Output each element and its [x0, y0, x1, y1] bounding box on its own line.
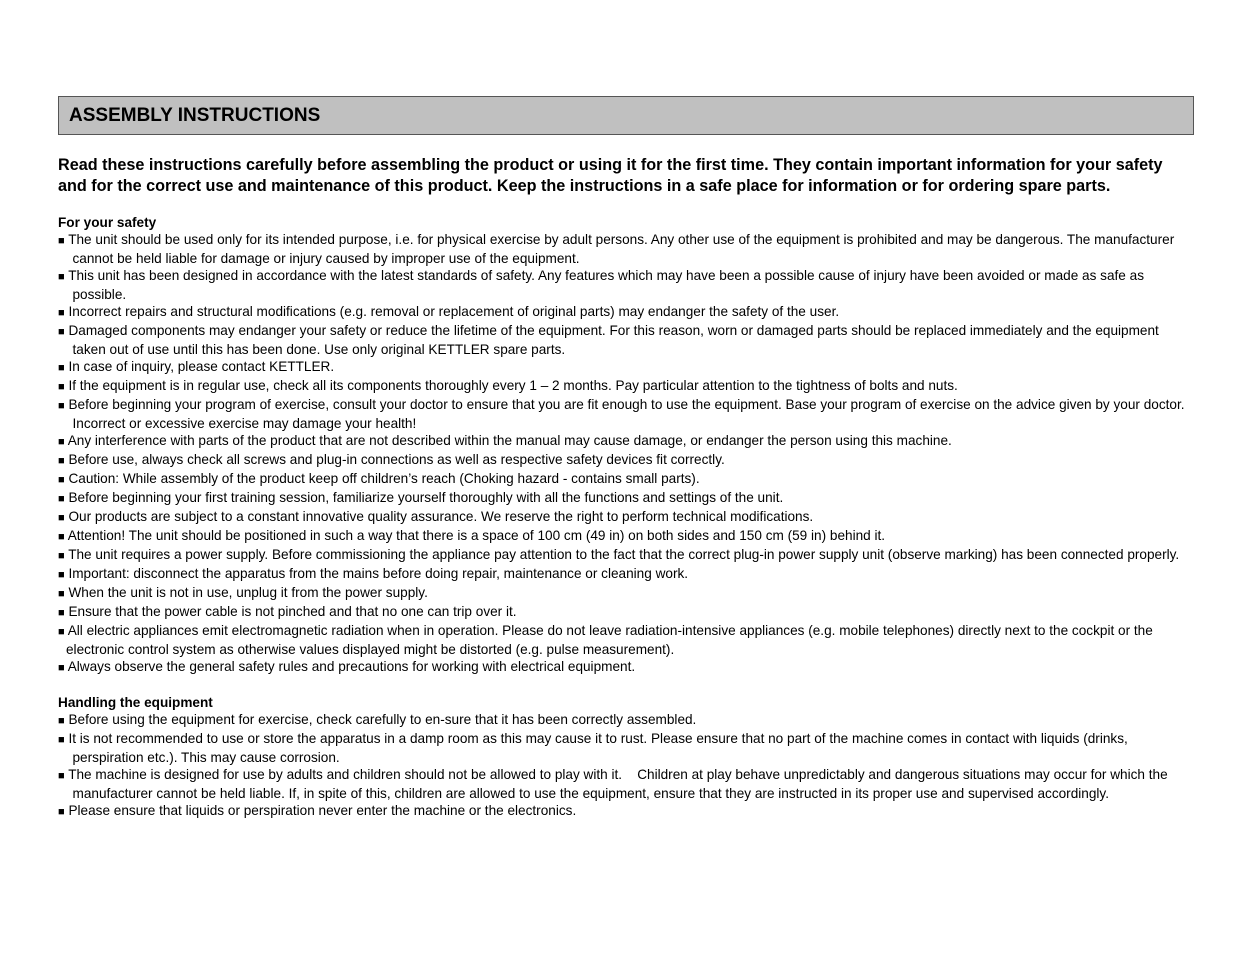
list-item: [58, 766, 1194, 802]
bullet-icon: ■: [58, 474, 65, 487]
bullet-icon: ■: [58, 770, 65, 783]
list-item: [58, 377, 1194, 396]
list-item-text: All electric appliances emit electromagnetic radiation when in operation. Please do not leave radiation-intensive appliances (e.g. mobile telephones) directly next to the cockpit or the electronic control system as otherwise values displayed might be distorted (e.g. pulse measurement).: [66, 623, 1153, 658]
list-item: [58, 322, 1194, 358]
list-item: [58, 584, 1194, 603]
bullet-icon: ■: [58, 271, 65, 284]
bullet-icon: ■: [58, 715, 65, 728]
handling-heading: Handling the equipment: [58, 695, 213, 711]
list-item: [58, 396, 1194, 432]
list-item-text: Caution: While assembly of the product keep off children’s reach (Choking hazard - contains small parts).: [68, 471, 700, 487]
list-item-text: The unit requires a power supply. Before commissioning the appliance pay attention to the fact that the correct plug-in power supply unit (observe marking) has been connected properly.: [68, 547, 1180, 563]
list-item-text: Before using the equipment for exercise, check carefully to en-sure that it has been correctly assembled.: [68, 712, 697, 728]
list-item: [58, 470, 1194, 489]
list-item: [58, 451, 1194, 470]
list-item-text: In case of inquiry, please contact KETTLER.: [68, 359, 335, 375]
page-title: ASSEMBLY INSTRUCTIONS: [69, 105, 321, 126]
list-item-text: The unit should be used only for its intended purpose, i.e. for physical exercise by adult persons. Any other use of the equipment is prohibited and may be dangerous. The manufacturer cannot be held liable for damage or injury caused by improper use of the equipment.: [68, 232, 1175, 267]
list-item: [58, 303, 1194, 322]
list-item-text: Before beginning your program of exercise, consult your doctor to ensure that you are fit enough to use the equipment. Base your program of exercise on the advice given by your doctor. Incorrect or excessive exercise may damage your health!: [68, 397, 1185, 432]
list-item-text: If the equipment is in regular use, check all its components thoroughly every 1 – 2 months. Pay particular attention to the tightness of bolts and nuts.: [68, 378, 958, 394]
bullet-icon: ■: [58, 493, 65, 506]
list-item: [58, 711, 1194, 730]
list-item: [58, 565, 1194, 584]
bullet-icon: ■: [58, 235, 65, 248]
list-item: [58, 730, 1194, 766]
list-item: [58, 546, 1194, 565]
bullet-icon: ■: [58, 734, 65, 747]
list-item-text: It is not recommended to use or store the apparatus in a damp room as this may cause it to rust. Please ensure that no part of the machine comes in contact with liquids (drinks, perspiration etc.). This may cause corrosion.: [68, 731, 1128, 766]
list-item: [58, 489, 1194, 508]
list-item-text: Attention! The unit should be positioned in such a way that there is a space of 100 cm (49 in) on both sides and 150 cm (59 in) behind it.: [67, 528, 886, 544]
bullet-icon: ■: [58, 400, 65, 413]
list-item-text: Before beginning your first training session, familiarize yourself thoroughly with all the functions and settings of the unit.: [68, 490, 784, 506]
bullet-icon: ■: [58, 326, 65, 339]
intro-paragraph: Read these instructions carefully before assembling the product or using it for the first time. They contain important information for your safety and for the correct use and maintenance of this product. Keep the instructions in a safe place for information or for ordering spare parts.: [58, 156, 1163, 195]
list-item: [58, 622, 1194, 658]
bullet-icon: ■: [58, 607, 65, 620]
bullet-icon: ■: [58, 436, 65, 449]
list-item: [58, 267, 1194, 303]
list-item-text: Our products are subject to a constant innovative quality assurance. We reserve the right to perform technical modifications.: [68, 509, 814, 525]
safety-heading: For your safety: [58, 215, 157, 231]
handling-list: [58, 711, 1194, 821]
bullet-icon: ■: [58, 569, 65, 582]
list-item: [58, 603, 1194, 622]
list-item-text: Always observe the general safety rules and precautions for working with electrical equipment.: [67, 659, 636, 675]
list-item: [58, 358, 1194, 377]
bullet-icon: ■: [58, 588, 65, 601]
bullet-icon: ■: [58, 531, 65, 544]
bullet-icon: ■: [58, 662, 65, 675]
list-item: [58, 658, 1194, 677]
list-item-text: Before use, always check all screws and plug-in connections as well as respective safety devices fit correctly.: [68, 452, 725, 468]
bullet-icon: ■: [58, 806, 65, 819]
list-item: [58, 231, 1194, 267]
bullet-icon: ■: [58, 362, 65, 375]
list-item: [58, 508, 1194, 527]
bullet-icon: ■: [58, 512, 65, 525]
list-item-text: This unit has been designed in accordance with the latest standards of safety. Any features which may have been a possible cause of injury have been avoided or made as safe as possible.: [68, 268, 1145, 303]
title-bar: [58, 96, 1194, 135]
bullet-icon: ■: [58, 550, 65, 563]
document-page: [58, 96, 1194, 821]
list-item-text: When the unit is not in use, unplug it from the power supply.: [68, 585, 428, 601]
bullet-icon: ■: [58, 381, 65, 394]
bullet-icon: ■: [58, 307, 65, 320]
list-item-text: Incorrect repairs and structural modifications (e.g. removal or replacement of original parts) may endanger the safety of the user.: [68, 304, 840, 320]
list-item-text: Ensure that the power cable is not pinched and that no one can trip over it.: [68, 604, 517, 620]
bullet-icon: ■: [58, 626, 65, 639]
safety-list: [58, 231, 1194, 677]
list-item-text: The machine is designed for use by adults and children should not be allowed to play with it. Children at play behave unpredictably and dangerous situations may occur for which the manufacturer cannot be held liable. If, in spite of this, children are allowed to use the equipment, ensure that they are instructed in its proper use and supervised accordingly.: [68, 767, 1172, 802]
list-item: [58, 432, 1194, 451]
bullet-icon: ■: [58, 455, 65, 468]
list-item: [58, 802, 1194, 821]
list-item: [58, 527, 1194, 546]
list-item-text: Any interference with parts of the product that are not described within the manual may cause damage, or endanger the person using this machine.: [67, 433, 952, 449]
list-item-text: Important: disconnect the apparatus from the mains before doing repair, maintenance or cleaning work.: [68, 566, 689, 582]
list-item-text: Damaged components may endanger your safety or reduce the lifetime of the equipment. For this reason, worn or damaged parts should be replaced immediately and the equipment taken out of use until this has been done. Use only original KETTLER spare parts.: [68, 323, 1159, 358]
list-item-text: Please ensure that liquids or perspiration never enter the machine or the electronics.: [68, 803, 577, 819]
